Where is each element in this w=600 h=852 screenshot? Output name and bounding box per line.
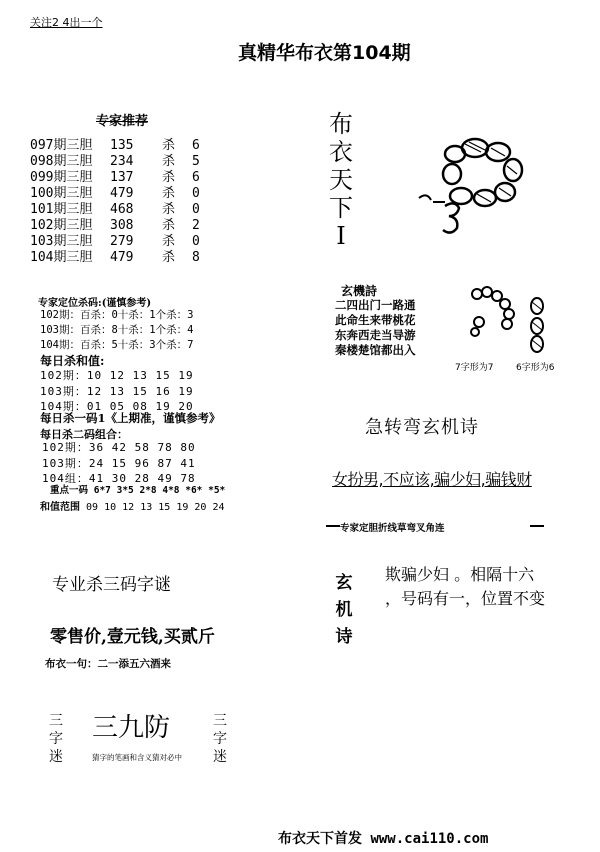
three-riddle-left: 三字迷 (49, 713, 63, 765)
expert-kill: 6 (192, 170, 200, 185)
sum-range-label: 和值范围 (40, 502, 80, 513)
expert-row (30, 154, 200, 170)
divider-right (530, 524, 544, 528)
expert-nums: 234 (110, 154, 134, 169)
one-code-line: 每日杀一码1《上期准，谨慎参考》 (40, 411, 221, 425)
expert-rows (30, 138, 200, 266)
poem-lines (385, 563, 545, 611)
expert-nums: 479 (110, 250, 134, 265)
shape-label-six: 6字形为6 (516, 363, 555, 373)
expert-issue: 100期三胆 (30, 186, 93, 201)
xuanji-line: 二四出门一路通 (335, 298, 416, 312)
expert-kill: 5 (192, 154, 200, 169)
expert-kill: 8 (192, 250, 200, 265)
bu-yi-vertical-title: 布衣天下I (329, 110, 353, 250)
bu-yi-line: 布衣一句：二一添五六酒来 (45, 658, 171, 670)
expert-row (30, 138, 200, 154)
expert-row (30, 218, 200, 234)
expert-nums: 479 (110, 186, 134, 201)
xuanji-vertical: 玄机诗 (335, 573, 353, 647)
expert-issue: 104期三胆 (30, 250, 93, 265)
expert-fixed-line: 专家定胆折线草弯叉角连 (340, 523, 445, 534)
expert-issue: 097期三胆 (30, 138, 93, 153)
footer-url[interactable]: www.cai110.com (370, 831, 489, 847)
corner-note: 关注2 4出一个 (30, 16, 103, 29)
xuanji-lines (335, 298, 416, 358)
riddle-title: 专业杀三码字谜 (52, 575, 171, 595)
expert-row (30, 186, 200, 202)
sum-range-values: 09 10 12 13 15 19 20 24 (86, 502, 225, 513)
price-line: 零售价,壹元钱,买贰斤 (50, 627, 215, 647)
footer-title: 布衣天下首发 (278, 831, 362, 847)
bead-chain-icon (463, 282, 553, 360)
expert-row (30, 202, 200, 218)
poem-line: ，号码有一，位置不变 (385, 589, 546, 608)
expert-row (30, 170, 200, 186)
expert-issue: 103期三胆 (30, 234, 93, 249)
xuanji-line: 东奔西走当导游 (335, 328, 416, 342)
sum-range (40, 498, 225, 513)
poem-line: 欺骗少妇 。相隔十六 (385, 565, 535, 584)
expert-issue: 102期三胆 (30, 218, 93, 233)
expert-kill: 0 (192, 202, 200, 217)
two-code-row: 104组：41 30 28 49 78 (42, 472, 196, 485)
two-code-row: 102期：36 42 58 78 80 (42, 441, 196, 454)
page-title: 真精华布衣第104期 (238, 42, 411, 64)
expert-kill: 0 (192, 186, 200, 201)
expert-kill: 0 (192, 234, 200, 249)
three-riddle-main: 三九防 (92, 713, 171, 743)
sum-heading: 每日杀和值: (40, 354, 105, 368)
shape-label-seven: 7字形为7 (455, 363, 494, 373)
bead-ring-icon (415, 130, 535, 240)
position-kill-heading: 专家定位杀码:(谨慎参考) (38, 298, 152, 309)
expert-row (30, 250, 200, 266)
expert-kill: 2 (192, 218, 200, 233)
expert-heading: 专家推荐 (96, 114, 149, 129)
expert-issue: 101期三胆 (30, 202, 93, 217)
two-code-row: 103期：24 15 96 87 41 (42, 456, 196, 470)
three-riddle-right: 三字迷 (213, 713, 227, 765)
expert-kill-label: 杀 (162, 234, 176, 249)
footer (278, 828, 488, 848)
sum-row: 103期：12 13 15 16 19 (40, 384, 194, 398)
xuanji-title: 玄機詩 (341, 284, 378, 298)
sum-row: 104期：01 05 08 19 20 (40, 400, 194, 413)
expert-issue: 098期三胆 (30, 154, 93, 169)
two-code-heading: 每日杀二码组合： (40, 428, 128, 441)
xuanji-line: 此命生来带桃花 (335, 313, 416, 327)
expert-kill-label: 杀 (162, 250, 176, 265)
lure-line: 女扮男,不应该,骗少妇,骗钱财 (332, 470, 532, 489)
expert-nums: 308 (110, 218, 134, 233)
sum-rows (40, 368, 194, 415)
expert-nums: 137 (110, 170, 134, 185)
expert-kill-label: 杀 (162, 154, 176, 169)
expert-kill-label: 杀 (162, 202, 176, 217)
key-codes: 重点一码 6*7 3*5 2*8 4*8 *6* *5* (50, 485, 226, 496)
poem-title: 急转弯玄机诗 (365, 417, 479, 438)
three-riddle-hint: 猜字的笔画和含义猜对必中 (92, 753, 182, 762)
expert-row (30, 234, 200, 250)
two-code-rows (42, 440, 196, 487)
xuanji-line: 秦楼楚馆都出入 (335, 343, 416, 357)
position-kill-rows (40, 308, 193, 353)
expert-kill-label: 杀 (162, 218, 176, 233)
expert-kill-label: 杀 (162, 138, 176, 153)
sum-row: 102期：10 12 13 15 19 (40, 369, 194, 382)
expert-kill-label: 杀 (162, 170, 176, 185)
position-kill-row: 104期：百杀：5十杀：3个杀：7 (40, 339, 194, 351)
expert-kill: 6 (192, 138, 200, 153)
expert-kill-label: 杀 (162, 186, 176, 201)
expert-nums: 468 (110, 202, 134, 217)
divider-left (326, 524, 340, 528)
expert-nums: 135 (110, 138, 134, 153)
expert-issue: 099期三胆 (30, 170, 93, 185)
expert-nums: 279 (110, 234, 134, 249)
position-kill-row: 103期：百杀：8十杀：1个杀：4 (40, 324, 194, 336)
position-kill-row: 102期：百杀：0十杀：1个杀：3 (40, 309, 194, 321)
